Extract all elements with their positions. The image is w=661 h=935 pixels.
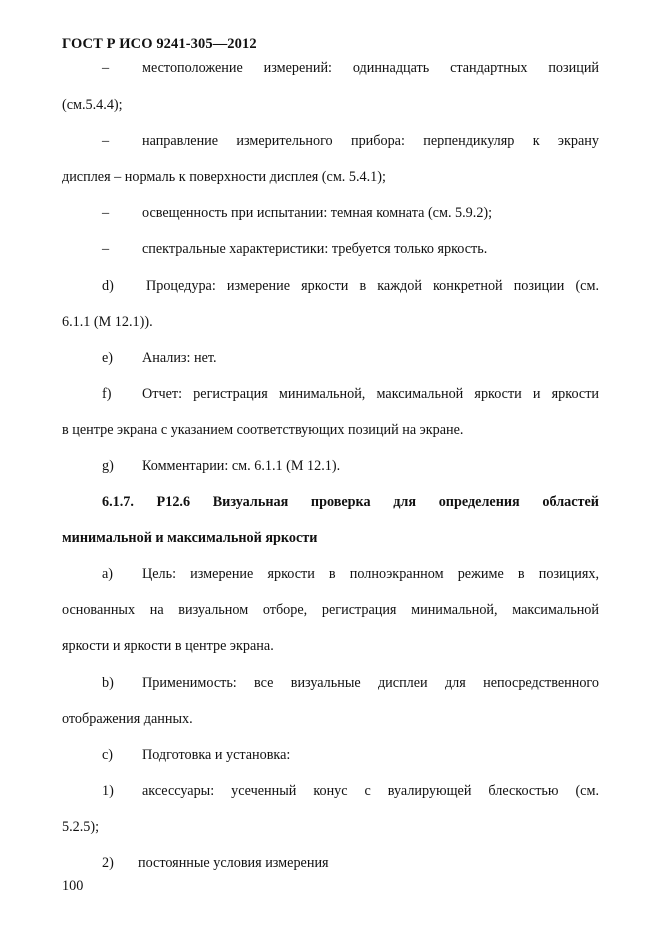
list-marker: c)	[102, 747, 114, 763]
paragraph-line: аксессуары: усеченный конус с вуалирующей блескостью (см.	[142, 783, 599, 799]
list-marker: –	[102, 60, 110, 76]
list-marker: d)	[102, 278, 114, 294]
list-item-purpose	[62, 564, 599, 584]
list-item-report	[62, 384, 599, 404]
list-marker: e)	[102, 350, 114, 366]
list-marker: a)	[102, 566, 114, 582]
list-item-analysis	[62, 348, 599, 368]
list-item-preparation	[62, 745, 599, 765]
paragraph-line: Цель: измерение яркости в полноэкранном режиме в позициях,	[142, 566, 599, 582]
list-item-spectral	[62, 239, 599, 259]
list-item-illuminance	[62, 203, 599, 223]
paragraph-line: постоянные условия измерения	[138, 855, 329, 871]
list-item-comments	[62, 456, 599, 476]
paragraph-line: освещенность при испытании: темная комната (см. 5.9.2);	[142, 205, 493, 221]
list-marker: b)	[102, 675, 114, 691]
paragraph-line: Процедура: измерение яркости в каждой конкретной позиции (см.	[146, 278, 599, 294]
list-item-applicability	[62, 673, 599, 693]
paragraph-line: 5.2.5);	[62, 819, 100, 835]
list-marker: 2)	[102, 855, 114, 871]
page-number: 100	[62, 878, 84, 894]
list-item-measurement-location	[62, 58, 599, 78]
list-marker: –	[102, 241, 110, 257]
paragraph-line: спектральные характеристики: требуется только яркость.	[142, 241, 488, 257]
paragraph-line: дисплея – нормаль к поверхности дисплея (см. 5.4.1);	[62, 169, 386, 185]
list-marker: g)	[102, 458, 114, 474]
paragraph-line: Комментарии: см. 6.1.1 (М 12.1).	[142, 458, 341, 474]
list-item-procedure	[62, 276, 599, 296]
list-item-conditions	[62, 853, 599, 873]
document-header: ГОСТ Р ИСО 9241-305—2012	[62, 36, 257, 52]
paragraph-line: основанных на визуальном отборе, регистрация минимальной, максимальной	[62, 602, 599, 618]
list-marker: –	[102, 205, 110, 221]
paragraph-line: местоположение измерений: одиннадцать стандартных позиций	[142, 60, 599, 76]
list-marker: 1)	[102, 783, 114, 799]
paragraph-line: яркости и яркости в центре экрана.	[62, 638, 274, 654]
section-heading	[62, 492, 599, 512]
list-marker: f)	[102, 386, 112, 402]
section-heading-line: минимальной и максимальной яркости	[62, 530, 318, 546]
section-heading-line: 6.1.7. Р12.6 Визуальная проверка для определения областей	[102, 494, 599, 510]
paragraph-line: (см.5.4.4);	[62, 97, 123, 113]
list-marker: –	[102, 133, 110, 149]
paragraph-line: Анализ: нет.	[142, 350, 217, 366]
paragraph-line: Подготовка и установка:	[142, 747, 291, 763]
paragraph-line: Отчет: регистрация минимальной, максимальной яркости и яркости	[142, 386, 599, 402]
paragraph-line: отображения данных.	[62, 711, 193, 727]
paragraph-line: направление измерительного прибора: перпендикуляр к экрану	[142, 133, 599, 149]
paragraph-line: Применимость: все визуальные дисплеи для непосредственного	[142, 675, 599, 691]
paragraph-line: в центре экрана с указанием соответствующих позиций на экране.	[62, 422, 464, 438]
list-item-accessories	[62, 781, 599, 801]
paragraph-line: 6.1.1 (М 12.1)).	[62, 314, 153, 330]
list-item-instrument-direction	[62, 131, 599, 151]
